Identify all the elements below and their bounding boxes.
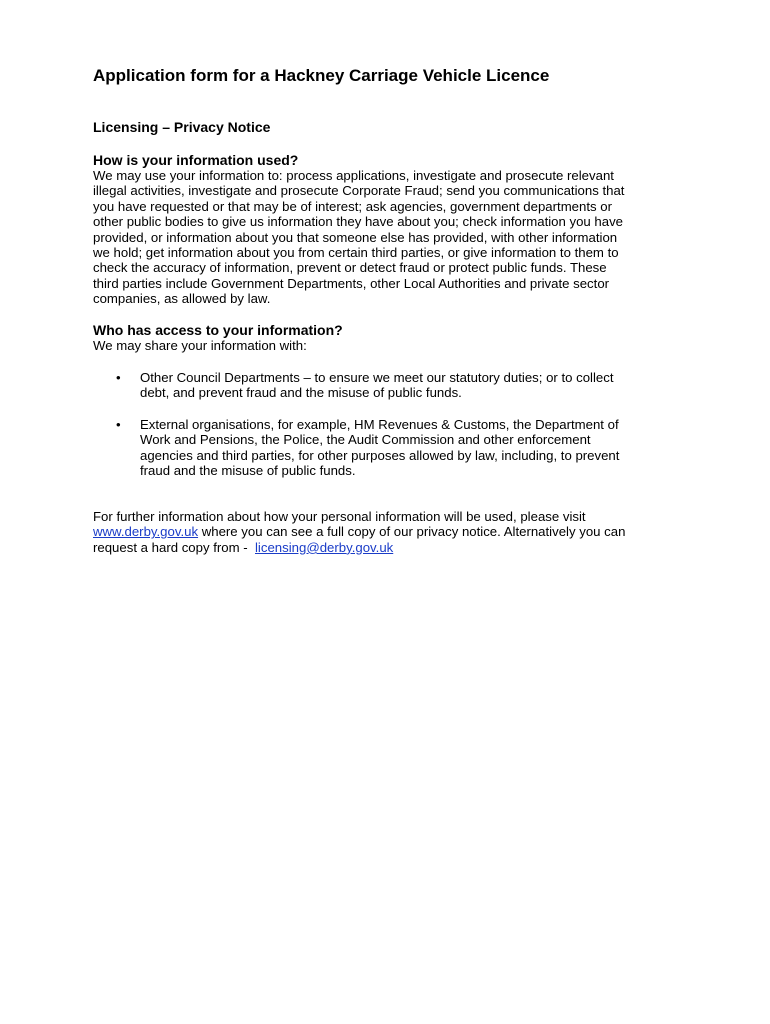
list-item: • External organisations, for example, HM Revenues & Customs, the Department of Work and Pensions, the Police, the Audit Commission and other enforcement agencies and third parties, for other purposes allowed by law, including, to prevent fraud and the misuse of public funds. xyxy=(116,417,620,479)
further-info-paragraph: For further information about how your personal information will be used, please visit www.derby.gov.uk where you can see a full copy of our privacy notice. Alternatively you can request a hard copy from - licensing@derby.gov.uk xyxy=(93,509,626,555)
usage-paragraph xyxy=(93,168,688,307)
access-heading: Who has access to your information? xyxy=(93,322,343,338)
email-link[interactable]: licensing@derby.gov.uk xyxy=(255,539,394,555)
usage-line: check the accuracy of information, prevent or detect fraud or protect public funds. These xyxy=(93,260,607,276)
page-title: Application form for a Hackney Carriage Vehicle Licence xyxy=(93,66,550,85)
usage-line: We may use your information to: process applications, investigate and prosecute relevant xyxy=(93,168,614,183)
privacy-notice-subtitle: Licensing – Privacy Notice xyxy=(93,119,271,135)
section-information-usage xyxy=(93,152,688,307)
bullet-icon: • xyxy=(116,417,121,432)
usage-line: illegal activities, investigate and prosecute Corporate Fraud; send you communications that xyxy=(93,183,625,199)
section-further-information xyxy=(93,509,688,555)
list-item: • Other Council Departments – to ensure we meet our statutory duties; or to collect debt, and prevent fraud and the misuse of public funds. xyxy=(116,370,614,401)
website-link[interactable]: www.derby.gov.uk xyxy=(93,524,199,540)
usage-line: we hold; get information about you from certain third parties, or give information to them to xyxy=(93,245,619,261)
usage-line: provided, or information about you that someone else has provided, with other information xyxy=(93,229,618,245)
bullet-icon: • xyxy=(116,370,121,385)
access-intro: We may share your information with: xyxy=(93,338,307,353)
usage-line: other public bodies to give us information they have about you; check information you have xyxy=(93,214,624,230)
usage-heading: How is your information used? xyxy=(93,152,299,168)
usage-line: you have requested or that may be of interest; ask agencies, government departments or xyxy=(93,198,613,214)
usage-line: companies, as allowed by law. xyxy=(93,291,271,307)
section-information-access xyxy=(93,322,688,353)
usage-line: third parties include Government Departments, other Local Authorities and private sector xyxy=(93,275,610,291)
sharing-bullet-list-2 xyxy=(93,417,688,479)
sharing-bullet-list xyxy=(93,370,688,401)
